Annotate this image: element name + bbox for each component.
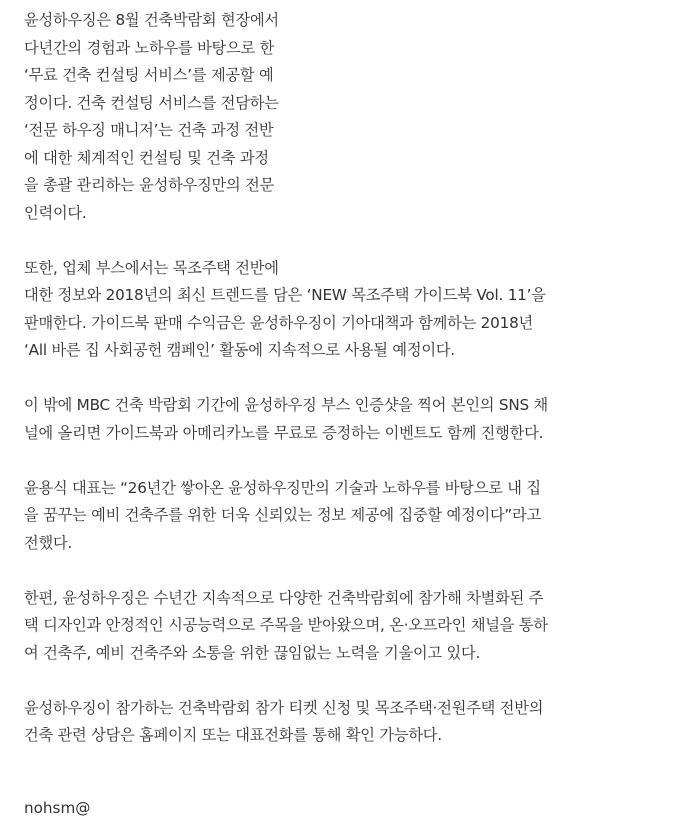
- text-line: 정이다. 건축 컨설팅 서비스를 전담하는: [24, 93, 279, 112]
- text-line: 다년간의 경험과 노하우를 바탕으로 한: [24, 38, 275, 57]
- text-line: 전했다.: [24, 533, 73, 552]
- paragraph: [24, 255, 664, 365]
- text-line: 여 건축주, 예비 건축주와 소통을 위한 끊임없는 노력을 기울이고 있다.: [24, 643, 481, 662]
- text-line: 을 총괄 관리하는 윤성하우징만의 전문: [24, 176, 275, 194]
- text-line: 또한, 업체 부스에서는 목조주택 전반에: [24, 258, 279, 277]
- text-line: 택 디자인과 안정적인 시공능력으로 주목을 받아왔으며, 온·오프라인 채널을 통하: [24, 616, 548, 634]
- text-line: 을 꿈꾸는 예비 건축주를 위한 더욱 신뢰있는 정보 제공에 집중할 예정이다”라고: [24, 506, 542, 524]
- paragraph: [24, 475, 664, 558]
- text-line: 윤성하우징이 참가하는 건축박람회 참가 티켓 신청 및 목조주택·전원주택 전반의: [24, 698, 544, 717]
- author-byline: nohsm@: [24, 799, 91, 817]
- paragraph-gap: [24, 447, 664, 475]
- text-line: ‘All 바른 집 사회공헌 캠페인’ 활동에 지속적으로 사용될 예정이다.: [24, 341, 455, 359]
- text-line: 널에 올리면 가이드북과 아메리카노를 무료로 증정하는 이벤트도 함께 진행한다.: [24, 423, 544, 442]
- article-body: [24, 7, 664, 750]
- text-line: 인력이다.: [24, 203, 87, 222]
- paragraph: [24, 7, 664, 227]
- text-line: 건축 관련 상담은 홈페이지 또는 대표전화를 통해 확인 가능하다.: [24, 726, 442, 744]
- text-line: ‘무료 건축 컨설팅 서비스’를 제공할 예: [24, 66, 274, 84]
- text-line: 판매한다. 가이드북 판매 수익금은 윤성하우징이 기아대책과 함께하는 2018년: [24, 313, 534, 332]
- text-line: 대한 정보와 2018년의 최신 트렌드를 담은 ‘NEW 목조주택 가이드북 Vol. 11’을: [24, 286, 546, 304]
- paragraph: [24, 392, 664, 447]
- paragraph-gap: [24, 227, 664, 255]
- text-line: 에 대한 체계적인 컨설팅 및 건축 과정: [24, 148, 269, 167]
- text-line: ‘전문 하우징 매니저’는 건축 과정 전반: [24, 121, 274, 139]
- text-line: 윤성하우징은 8월 건축박람회 현장에서: [24, 11, 279, 29]
- text-line: 윤용식 대표는 “26년간 쌓아온 윤성하우징만의 기술과 노하우를 바탕으로 내 집: [24, 478, 541, 497]
- paragraph-gap: [24, 365, 664, 393]
- paragraph-gap: [24, 667, 664, 695]
- paragraph: [24, 585, 664, 668]
- text-line: 한편, 윤성하우징은 수년간 지속적으로 다양한 건축박람회에 참가해 차별화된 주: [24, 588, 544, 607]
- paragraph-gap: [24, 557, 664, 585]
- paragraph: [24, 695, 664, 750]
- text-line: 이 밖에 MBC 건축 박람회 기간에 윤성하우징 부스 인증샷을 찍어 본인의 SNS 채: [24, 396, 549, 414]
